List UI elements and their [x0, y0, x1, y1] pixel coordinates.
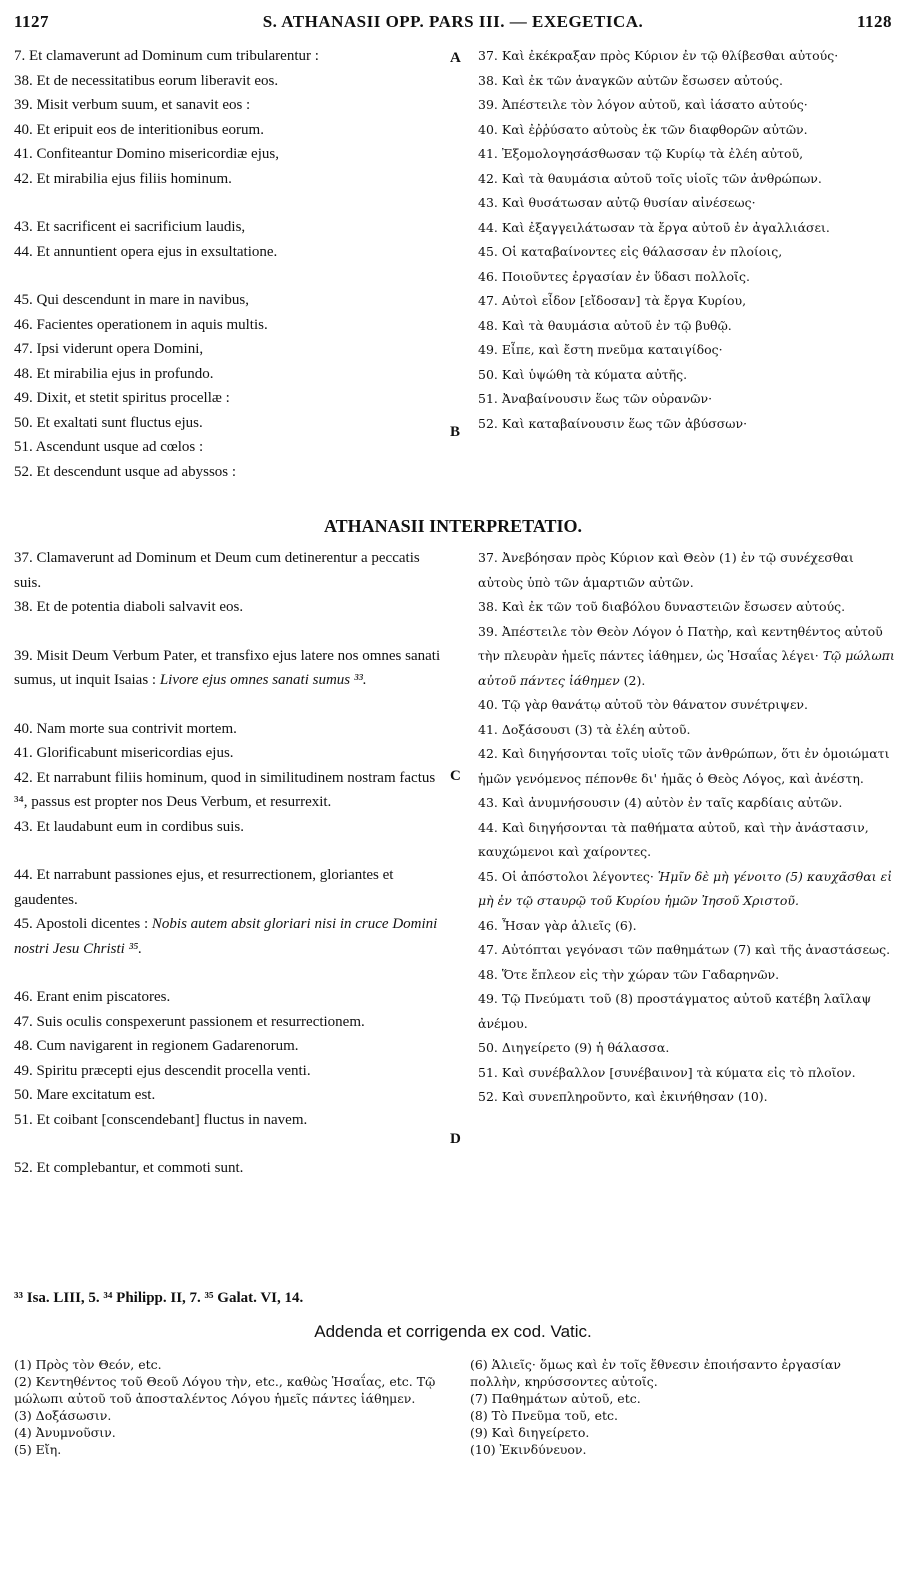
latin-verse: 49. Dixit, et stetit spiritus procellæ :	[14, 390, 230, 406]
page-number-left: 1127	[14, 12, 50, 31]
margin-letter: D	[450, 1131, 461, 1147]
greek-verse: 48. Καὶ τὰ θαυμάσια αὐτοῦ ἐν τῷ βυθῷ.	[478, 317, 732, 333]
latin-verse: 38. Et de necessitatibus eorum liberavit eos.	[14, 72, 279, 89]
latin-interp-verse: 37. Clamaverunt ad Dominum et Deum cum detinerentur a peccatis suis.	[14, 550, 420, 591]
latin-verse: 50. Et exaltati sunt fluctus ejus.	[14, 414, 203, 431]
greek-interp-verse: 38. Καὶ ἐκ τῶν τοῦ διαβόλου δυναστειῶν ἔσωσεν αὐτούς.	[478, 599, 846, 614]
addenda-left	[14, 1356, 464, 1458]
greek-verse: 44. Καὶ ἐξαγγειλάτωσαν τὰ ἔργα αὐτοῦ ἐν ἀγαλλιάσει.	[478, 219, 830, 235]
latin-interp-verse: 38. Et de potentia diaboli salvavit eos.	[14, 599, 244, 615]
greek-verse: 43. Καὶ θυσάτωσαν αὐτῷ θυσίαν αἰνέσεως·	[478, 195, 756, 210]
greek-interp-verse: 37. Ἀνεβόησαν πρὸς Κύριον καὶ Θεὸν (1) ἐν τῷ συνέχεσθαι αὐτοὺς ὑπὸ τῶν ἁμαρτιῶν αὐτῶν.	[478, 550, 854, 590]
addenda-note: (8) Τὸ Πνεῦμα τοῦ, etc.	[470, 1408, 619, 1423]
greek-interp-verse: 40. Τῷ γὰρ θανάτῳ αὐτοῦ τὸν θάνατον συνέτριψεν.	[478, 697, 808, 712]
addenda-right	[470, 1356, 890, 1458]
latin-verse: 40. Et eripuit eos de interitionibus eorum.	[14, 121, 264, 138]
greek-interp-verse: 48. Ὅτε ἔπλεον εἰς τὴν χώραν τῶν Γαδαρηνῶν.	[478, 966, 780, 982]
greek-interp-column	[478, 546, 898, 1110]
greek-interp-verse: 42. Καὶ διηγήσονται τοῖς υἱοῖς τῶν ἀνθρώπων, ὅτι ἐν ὁμοιώματι ἡμῶν γενόμενος πέπονθε δι' ἡμᾶς ὁ Θεὸς Λόγος, καὶ ἀνέστη.	[478, 746, 890, 786]
latin-interp-verse: 41. Glorificabunt misericordias ejus.	[14, 745, 234, 761]
latin-interp-verse: 50. Mare excitatum est.	[14, 1087, 156, 1103]
latin-verse: 45. Qui descendunt in mare in navibus,	[14, 292, 249, 308]
latin-interp-verse: 45. Apostoli dicentes : Nobis autem absit gloriari nisi in cruce Domini nostri Jesu Christi ³⁵.	[14, 916, 438, 957]
latin-verse: 48. Et mirabilia ejus in profundo.	[14, 365, 214, 382]
running-title: S. ATHANASII OPP. PARS III. — EXEGETICA.	[262, 12, 644, 31]
greek-interp-verse: 39. Ἀπέστειλε τὸν Θεὸν Λόγον ὁ Πατὴρ, καὶ κεντηθέντος αὐτοῦ τὴν πλευρὰν ἡμεῖς πάντες ἰάθημεν, ὡς Ἡσαΐας λέγει· Τῷ μώλωπι αὐτοῦ πάντες ἰάθημεν (2).	[478, 623, 895, 688]
addenda-note: (7) Παθημάτων αὐτοῦ, etc.	[470, 1391, 641, 1406]
greek-interp-verse: 45. Οἱ ἀπόστολοι λέγοντες· Ἡμῖν δὲ μὴ γένοιτο (5) καυχᾶσθαι εἰ μὴ ἐν τῷ σταυρῷ τοῦ Κυρίου ἡμῶν Ἰησοῦ Χριστοῦ.	[478, 868, 893, 908]
latin-interp-verse: 49. Spiritu præcepti ejus descendit procella venti.	[14, 1062, 311, 1079]
latin-verse: 43. Et sacrificent ei sacrificium laudis,	[14, 219, 246, 235]
greek-verse: 45. Οἱ καταβαίνοντες εἰς θάλασσαν ἐν πλοίοις,	[478, 244, 783, 259]
latin-interp-column	[14, 546, 444, 1181]
greek-column	[478, 44, 898, 436]
greek-verse: 40. Καὶ ἐῤῥύσατο αὐτοὺς ἐκ τῶν διαφθορῶν αὐτῶν.	[478, 121, 808, 137]
latin-interp-verse: 40. Nam morte sua contrivit mortem.	[14, 720, 237, 737]
margin-letter: C	[450, 768, 461, 784]
latin-verse: 51. Ascendunt usque ad cœlos :	[14, 439, 204, 455]
greek-verse: 50. Καὶ ὑψώθη τὰ κύματα αὐτῆς.	[478, 366, 688, 382]
greek-interp-verse: 50. Διηγείρετο (9) ἡ θάλασσα.	[478, 1040, 670, 1055]
latin-verse: 46. Facientes operationem in aquis multis.	[14, 316, 268, 333]
greek-verse: 42. Καὶ τὰ θαυμάσια αὐτοῦ τοῖς υἱοῖς τῶν ἀνθρώπων.	[478, 170, 822, 186]
addenda-note: (10) Ἐκινδύνευον.	[470, 1442, 587, 1457]
addenda-note: (3) Δοξάσωσιν.	[14, 1408, 112, 1423]
greek-interp-verse: 44. Καὶ διηγήσονται τὰ παθήματα αὐτοῦ, καὶ τὴν ἀνάστασιν, καυχώμενοι καὶ χαίροντες.	[478, 819, 869, 859]
addenda-title: Addenda et corrigenda ex cod. Vatic.	[314, 1322, 592, 1341]
greek-interp-verse: 41. Δοξάσουσι (3) τὰ ἐλέη αὐτοῦ.	[478, 721, 691, 737]
addenda-note: (1) Πρὸς τὸν Θεόν, etc.	[14, 1357, 162, 1372]
margin-letter: B	[450, 424, 461, 440]
greek-verse: 39. Ἀπέστειλε τὸν λόγον αὐτοῦ, καὶ ἰάσατο αὐτούς·	[478, 97, 808, 112]
latin-verse: 44. Et annuntient opera ejus in exsultatione.	[14, 243, 278, 260]
page-header	[14, 8, 892, 38]
greek-verse: 41. Ἐξομολογησάσθωσαν τῷ Κυρίῳ τὰ ἐλέη αὐτοῦ,	[478, 146, 804, 161]
addenda-note: (5) Εἴη.	[14, 1442, 62, 1457]
greek-interp-verse: 47. Αὐτόπται γεγόνασι τῶν παθημάτων (7) καὶ τῆς ἀναστάσεως.	[478, 942, 891, 957]
addenda-note: (4) Ἀνυμνοῦσιν.	[14, 1425, 116, 1440]
greek-interp-verse: 52. Καὶ συνεπληροῦντο, καὶ ἐκινήθησαν (10).	[478, 1089, 768, 1104]
greek-verse: 37. Καὶ ἐκέκραξαν πρὸς Κύριον ἐν τῷ θλίβεσθαι αὐτούς·	[478, 48, 839, 63]
latin-interp-verse: 43. Et laudabunt eum in cordibus suis.	[14, 818, 244, 835]
latin-interp-verse: 48. Cum navigarent in regionem Gadarenorum.	[14, 1038, 299, 1054]
interpretatio-title: ATHANASII INTERPRETATIO.	[323, 516, 583, 536]
greek-interp-verse: 46. Ἦσαν γὰρ ἁλιεῖς (6).	[478, 917, 637, 933]
greek-verse: 52. Καὶ καταβαίνουσιν ἕως τῶν ἀβύσσων·	[478, 415, 748, 431]
greek-verse: 49. Εἶπε, καὶ ἔστη πνεῦμα καταιγίδος·	[478, 342, 723, 357]
page-number-right: 1128	[856, 12, 892, 31]
latin-interp-verse: 39. Misit Deum Verbum Pater, et transfixo ejus latere nos omnes sanati sumus, ut inquit Isaias : Livore ejus omnes sanati sumus ³³.	[14, 647, 441, 688]
latin-interp-verse: 47. Suis oculis conspexerunt passionem et resurrectionem.	[14, 1013, 365, 1030]
greek-verse: 38. Καὶ ἐκ τῶν ἀναγκῶν αὐτῶν ἔσωσεν αὐτούς.	[478, 72, 783, 88]
greek-interp-verse: 51. Καὶ συνέβαλλον [συνέβαινον] τὰ κύματα εἰς τὸ πλοῖον.	[478, 1064, 856, 1080]
greek-interp-verse: 43. Καὶ ἀνυμνήσουσιν (4) αὐτὸν ἐν ταῖς καρδίαις αὐτῶν.	[478, 795, 843, 810]
latin-interp-verse: 44. Et narrabunt passiones ejus, et resurrectionem, gloriantes et gaudentes.	[14, 867, 394, 908]
addenda-note: (9) Καὶ διηγείρετο.	[470, 1425, 590, 1440]
addenda-note: (2) Κεντηθέντος τοῦ Θεοῦ Λόγου τὴν, etc., καθὼς Ἡσαΐας, etc. Τῷ μώλωπι αὐτοῦ τοῦ ἀποσταλέντος Λόγου ἡμεῖς πάντες ἰάθημεν.	[14, 1374, 436, 1406]
greek-verse: 51. Ἀναβαίνουσιν ἕως τῶν οὐρανῶν·	[478, 391, 713, 406]
latin-verse: 47. Ipsi viderunt opera Domini,	[14, 341, 204, 357]
latin-verse: 52. Et descendunt usque ad abyssos :	[14, 463, 237, 480]
latin-interp-verse: 46. Erant enim piscatores.	[14, 989, 171, 1005]
footnotes: ³³ Isa. LIII, 5. ³⁴ Philipp. II, 7. ³⁵ Galat. VI, 14.	[14, 1290, 304, 1306]
margin-letter: A	[450, 50, 461, 66]
addenda-note: (6) Ἁλιεῖς· ὅμως καὶ ἐν τοῖς ἔθνεσιν ἐποιήσαντο ἐργασίαν πολλὴν, κηρύσσοντες αὐτοῖς.	[470, 1357, 841, 1389]
latin-verse: 42. Et mirabilia ejus filiis hominum.	[14, 170, 232, 187]
latin-interp-verse: 52. Et complebantur, et commoti sunt.	[14, 1160, 244, 1176]
latin-verse: 39. Misit verbum suum, et sanavit eos :	[14, 97, 251, 113]
latin-verse: 7. Et clamaverunt ad Dominum cum tribularentur :	[14, 48, 319, 64]
greek-verse: 46. Ποιοῦντες ἐργασίαν ἐν ὕδασι πολλοῖς.	[478, 268, 750, 284]
latin-verse: 41. Confiteantur Domino misericordiæ ejus,	[14, 146, 279, 162]
greek-verse: 47. Αὐτοὶ εἶδον [εἴδοσαν] τὰ ἔργα Κυρίου,	[478, 293, 747, 308]
latin-interp-verse: 42. Et narrabunt filiis hominum, quod in similitudinem nostram factus ³⁴, passus est propter nos Deus Verbum, et resurrexit.	[14, 769, 436, 810]
latin-interp-verse: 51. Et coibant [conscendebant] fluctus in navem.	[14, 1111, 308, 1128]
greek-interp-verse: 49. Τῷ Πνεύματι τοῦ (8) προστάγματος αὐτοῦ κατέβη λαῖλαψ ἀνέμου.	[478, 991, 872, 1031]
latin-column	[14, 44, 444, 484]
